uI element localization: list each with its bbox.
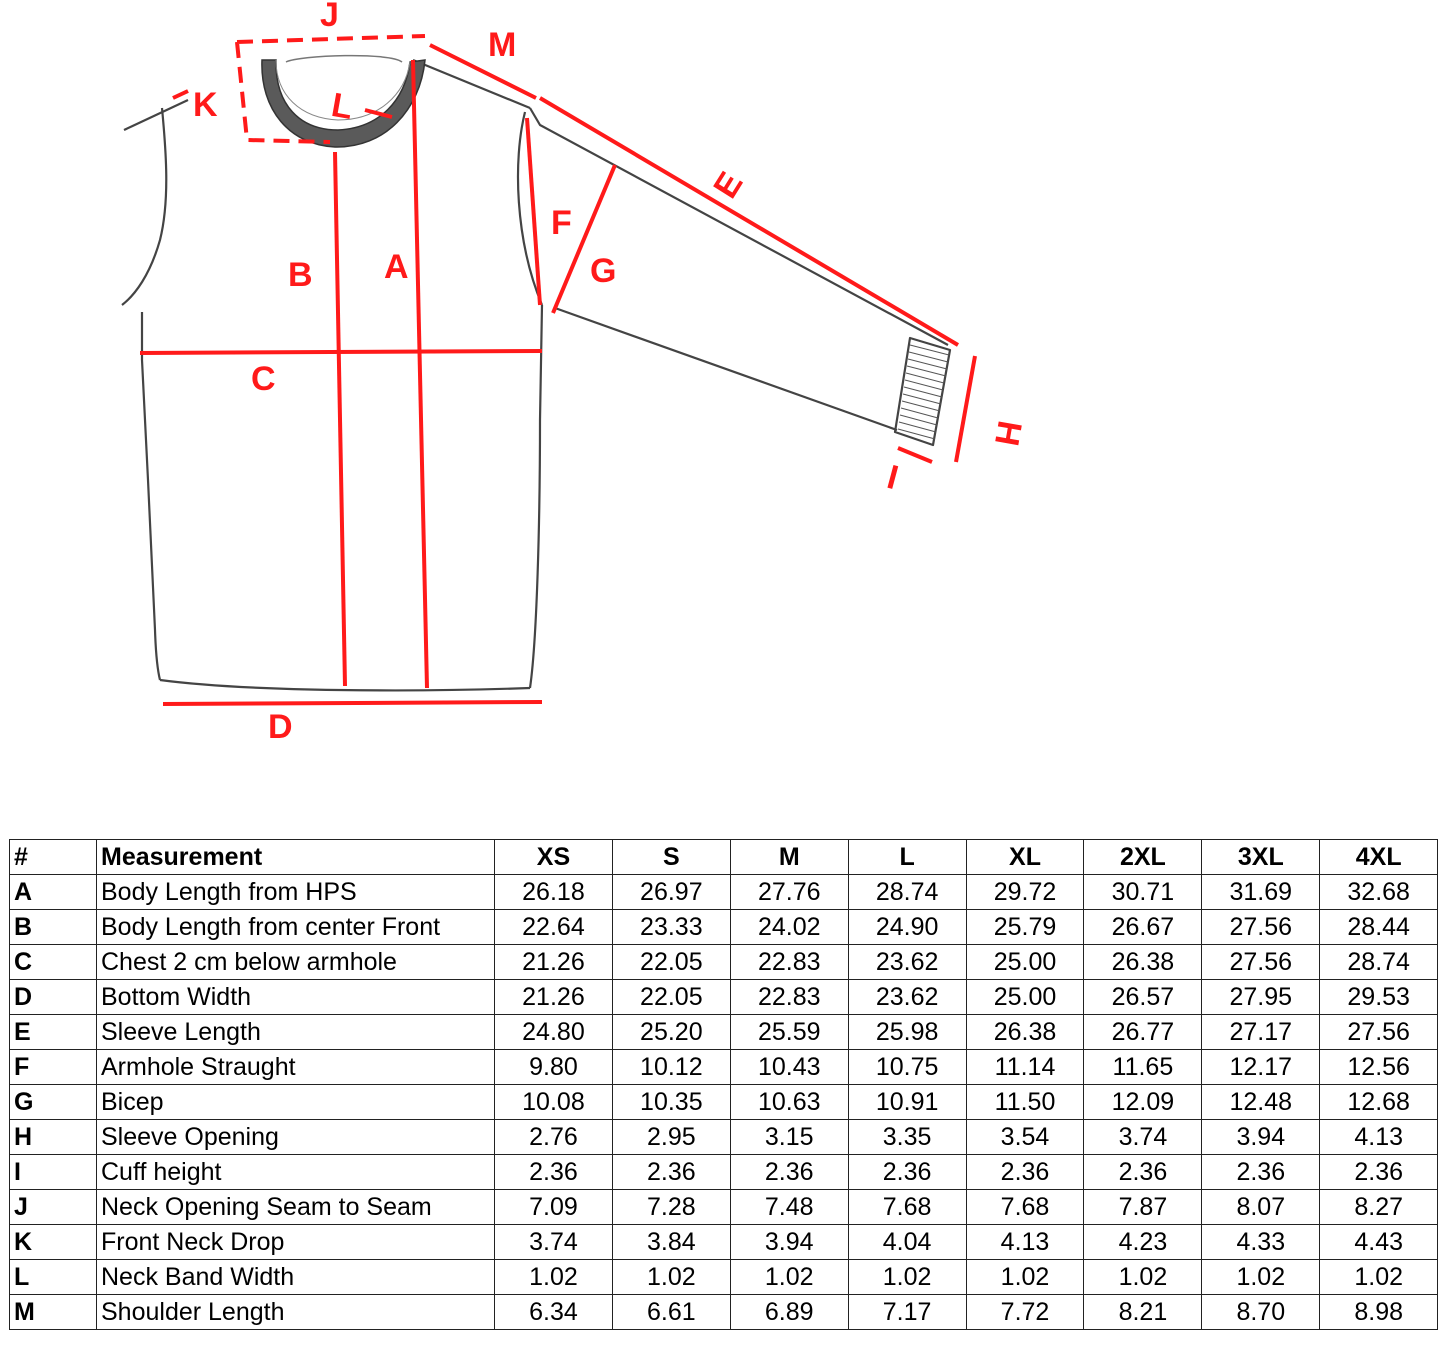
size-value-cell: 6.34 <box>495 1295 613 1330</box>
size-value-cell: 1.02 <box>730 1260 848 1295</box>
label-a: A <box>384 248 409 286</box>
size-value-cell: 22.83 <box>730 945 848 980</box>
size-value-cell: 4.13 <box>1320 1120 1438 1155</box>
size-value-cell: 25.00 <box>966 945 1084 980</box>
size-value-cell: 10.35 <box>612 1085 730 1120</box>
size-value-cell: 25.98 <box>848 1015 966 1050</box>
size-value-cell: 29.53 <box>1320 980 1438 1015</box>
size-value-cell: 1.02 <box>1084 1260 1202 1295</box>
row-id: K <box>10 1225 97 1260</box>
size-value-cell: 28.74 <box>848 875 966 910</box>
size-value-cell: 28.74 <box>1320 945 1438 980</box>
row-measurement-name: Sleeve Opening <box>97 1120 495 1155</box>
row-measurement-name: Neck Band Width <box>97 1260 495 1295</box>
size-value-cell: 4.13 <box>966 1225 1084 1260</box>
size-value-cell: 25.20 <box>612 1015 730 1050</box>
size-value-cell: 27.95 <box>1202 980 1320 1015</box>
size-value-cell: 3.54 <box>966 1120 1084 1155</box>
size-value-cell: 2.36 <box>495 1155 613 1190</box>
row-measurement-name: Cuff height <box>97 1155 495 1190</box>
size-value-cell: 25.00 <box>966 980 1084 1015</box>
size-value-cell: 7.68 <box>848 1190 966 1225</box>
label-m: M <box>488 26 517 64</box>
size-value-cell: 25.59 <box>730 1015 848 1050</box>
row-id: E <box>10 1015 97 1050</box>
line-h <box>956 356 975 462</box>
label-c: C <box>251 360 276 398</box>
size-value-cell: 26.38 <box>1084 945 1202 980</box>
size-value-cell: 3.74 <box>495 1225 613 1260</box>
row-id: D <box>10 980 97 1015</box>
size-value-cell: 7.48 <box>730 1190 848 1225</box>
header-id: # <box>10 840 97 875</box>
size-value-cell: 26.67 <box>1084 910 1202 945</box>
size-value-cell: 2.36 <box>1320 1155 1438 1190</box>
size-value-cell: 11.14 <box>966 1050 1084 1085</box>
size-value-cell: 2.36 <box>848 1155 966 1190</box>
size-value-cell: 27.76 <box>730 875 848 910</box>
line-c <box>140 351 542 353</box>
row-measurement-name: Body Length from HPS <box>97 875 495 910</box>
line-d <box>163 702 542 704</box>
line-e <box>540 98 958 345</box>
size-value-cell: 1.02 <box>495 1260 613 1295</box>
size-value-cell: 6.89 <box>730 1295 848 1330</box>
label-i: I <box>883 458 903 498</box>
row-measurement-name: Bicep <box>97 1085 495 1120</box>
size-value-cell: 9.80 <box>495 1050 613 1085</box>
size-value-cell: 22.83 <box>730 980 848 1015</box>
row-id: H <box>10 1120 97 1155</box>
header-size-s: S <box>612 840 730 875</box>
size-value-cell: 7.87 <box>1084 1190 1202 1225</box>
size-value-cell: 3.35 <box>848 1120 966 1155</box>
row-id: M <box>10 1295 97 1330</box>
size-value-cell: 26.38 <box>966 1015 1084 1050</box>
size-value-cell: 1.02 <box>1202 1260 1320 1295</box>
size-value-cell: 8.27 <box>1320 1190 1438 1225</box>
size-value-cell: 8.70 <box>1202 1295 1320 1330</box>
size-value-cell: 10.75 <box>848 1050 966 1085</box>
header-measurement: Measurement <box>97 840 495 875</box>
label-h: H <box>986 417 1029 449</box>
size-value-cell: 22.64 <box>495 910 613 945</box>
size-value-cell: 1.02 <box>848 1260 966 1295</box>
row-measurement-name: Armhole Straught <box>97 1050 495 1085</box>
table-row <box>10 910 1438 945</box>
size-value-cell: 2.95 <box>612 1120 730 1155</box>
table-header-row <box>10 840 1438 875</box>
size-value-cell: 12.17 <box>1202 1050 1320 1085</box>
row-id: I <box>10 1155 97 1190</box>
label-f: F <box>551 204 572 242</box>
size-value-cell: 1.02 <box>1320 1260 1438 1295</box>
row-measurement-name: Chest 2 cm below armhole <box>97 945 495 980</box>
size-value-cell: 3.94 <box>1202 1120 1320 1155</box>
size-value-cell: 2.36 <box>966 1155 1084 1190</box>
header-size-m: M <box>730 840 848 875</box>
size-value-cell: 2.36 <box>1084 1155 1202 1190</box>
line-a <box>413 60 427 688</box>
size-value-cell: 27.56 <box>1202 910 1320 945</box>
table-row <box>10 1260 1438 1295</box>
size-value-cell: 3.84 <box>612 1225 730 1260</box>
size-value-cell: 21.26 <box>495 980 613 1015</box>
size-value-cell: 3.15 <box>730 1120 848 1155</box>
size-value-cell: 7.09 <box>495 1190 613 1225</box>
table-row <box>10 875 1438 910</box>
size-value-cell: 3.94 <box>730 1225 848 1260</box>
table-row <box>10 1155 1438 1190</box>
size-value-cell: 12.09 <box>1084 1085 1202 1120</box>
header-size-l: L <box>848 840 966 875</box>
line-m <box>430 45 536 98</box>
size-value-cell: 1.02 <box>966 1260 1084 1295</box>
size-value-cell: 26.18 <box>495 875 613 910</box>
size-value-cell: 1.02 <box>612 1260 730 1295</box>
label-b: B <box>288 256 313 294</box>
line-k-tick <box>173 91 188 98</box>
size-value-cell: 3.74 <box>1084 1120 1202 1155</box>
size-value-cell: 24.02 <box>730 910 848 945</box>
row-id: J <box>10 1190 97 1225</box>
size-value-cell: 11.50 <box>966 1085 1084 1120</box>
table-row <box>10 1050 1438 1085</box>
size-chart-table <box>9 839 1438 1330</box>
header-size-2xl: 2XL <box>1084 840 1202 875</box>
size-value-cell: 12.68 <box>1320 1085 1438 1120</box>
table-row <box>10 1225 1438 1260</box>
size-value-cell: 12.48 <box>1202 1085 1320 1120</box>
row-id: B <box>10 910 97 945</box>
size-value-cell: 4.04 <box>848 1225 966 1260</box>
size-value-cell: 7.72 <box>966 1295 1084 1330</box>
size-value-cell: 23.62 <box>848 945 966 980</box>
size-value-cell: 24.80 <box>495 1015 613 1050</box>
row-measurement-name: Neck Opening Seam to Seam <box>97 1190 495 1225</box>
size-value-cell: 2.36 <box>730 1155 848 1190</box>
row-id: G <box>10 1085 97 1120</box>
size-value-cell: 28.44 <box>1320 910 1438 945</box>
row-id: C <box>10 945 97 980</box>
table-body <box>10 875 1438 1330</box>
size-value-cell: 10.91 <box>848 1085 966 1120</box>
header-size-4xl: 4XL <box>1320 840 1438 875</box>
row-id: A <box>10 875 97 910</box>
row-measurement-name: Bottom Width <box>97 980 495 1015</box>
table-row <box>10 945 1438 980</box>
size-value-cell: 4.43 <box>1320 1225 1438 1260</box>
size-value-cell: 8.98 <box>1320 1295 1438 1330</box>
table-row <box>10 1085 1438 1120</box>
label-k: K <box>193 86 218 124</box>
size-value-cell: 30.71 <box>1084 875 1202 910</box>
header-size-3xl: 3XL <box>1202 840 1320 875</box>
size-value-cell: 27.56 <box>1320 1015 1438 1050</box>
shirt-outline <box>122 60 950 690</box>
line-b <box>335 152 345 686</box>
row-id: F <box>10 1050 97 1085</box>
size-value-cell: 26.57 <box>1084 980 1202 1015</box>
size-value-cell: 27.17 <box>1202 1015 1320 1050</box>
header-size-xs: XS <box>495 840 613 875</box>
table-row <box>10 1015 1438 1050</box>
size-value-cell: 2.76 <box>495 1120 613 1155</box>
header-size-xl: XL <box>966 840 1084 875</box>
size-value-cell: 10.12 <box>612 1050 730 1085</box>
size-value-cell: 23.33 <box>612 910 730 945</box>
size-value-cell: 7.17 <box>848 1295 966 1330</box>
table-row <box>10 1190 1438 1225</box>
table-row <box>10 980 1438 1015</box>
label-g: G <box>590 252 617 290</box>
size-value-cell: 11.65 <box>1084 1050 1202 1085</box>
size-value-cell: 8.07 <box>1202 1190 1320 1225</box>
size-value-cell: 2.36 <box>612 1155 730 1190</box>
size-value-cell: 7.28 <box>612 1190 730 1225</box>
row-measurement-name: Front Neck Drop <box>97 1225 495 1260</box>
size-value-cell: 10.43 <box>730 1050 848 1085</box>
label-l: L <box>328 86 356 128</box>
size-value-cell: 31.69 <box>1202 875 1320 910</box>
size-value-cell: 23.62 <box>848 980 966 1015</box>
size-value-cell: 4.33 <box>1202 1225 1320 1260</box>
size-value-cell: 32.68 <box>1320 875 1438 910</box>
line-i <box>898 448 932 462</box>
size-value-cell: 25.79 <box>966 910 1084 945</box>
label-e: E <box>706 165 751 205</box>
size-value-cell: 29.72 <box>966 875 1084 910</box>
row-id: L <box>10 1260 97 1295</box>
row-measurement-name: Body Length from center Front <box>97 910 495 945</box>
size-value-cell: 2.36 <box>1202 1155 1320 1190</box>
size-value-cell: 8.21 <box>1084 1295 1202 1330</box>
table-row <box>10 1295 1438 1330</box>
size-value-cell: 21.26 <box>495 945 613 980</box>
label-d: D <box>268 708 293 746</box>
size-value-cell: 24.90 <box>848 910 966 945</box>
label-j: J <box>320 0 339 34</box>
row-measurement-name: Shoulder Length <box>97 1295 495 1330</box>
size-value-cell: 22.05 <box>612 945 730 980</box>
size-value-cell: 7.68 <box>966 1190 1084 1225</box>
size-value-cell: 6.61 <box>612 1295 730 1330</box>
size-value-cell: 26.77 <box>1084 1015 1202 1050</box>
size-value-cell: 22.05 <box>612 980 730 1015</box>
table-row <box>10 1120 1438 1155</box>
size-value-cell: 10.63 <box>730 1085 848 1120</box>
size-value-cell: 26.97 <box>612 875 730 910</box>
size-value-cell: 12.56 <box>1320 1050 1438 1085</box>
size-value-cell: 4.23 <box>1084 1225 1202 1260</box>
size-value-cell: 10.08 <box>495 1085 613 1120</box>
row-measurement-name: Sleeve Length <box>97 1015 495 1050</box>
size-value-cell: 27.56 <box>1202 945 1320 980</box>
line-f <box>527 118 540 305</box>
